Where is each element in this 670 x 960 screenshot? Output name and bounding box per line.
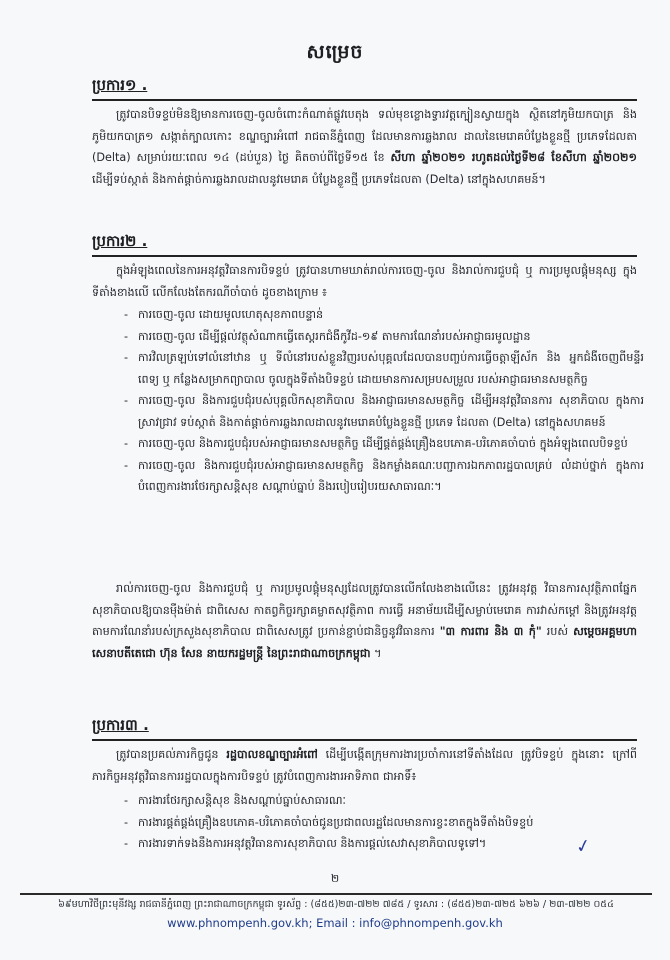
closing-measure-name: "៣ ការពារ និង ៣ កុំ" <box>439 625 542 638</box>
article-1-text-post: ដើម្បីទប់ស្កាត់ និងកាត់ផ្តាច់ការឆ្លងរាលដាលនូវមេរោគ បំប្លែងខ្លួនថ្មី ប្រភេទដែលតា (Delta) នៅក្នុងសហគមន៍។ <box>92 172 546 186</box>
handwritten-check-mark: ✓ <box>573 834 594 859</box>
article-3-intro <box>92 744 637 787</box>
article-1-date-range: សីហា ឆ្នាំ២០២១ រហូតដល់ថ្ងៃទី២៨ ខែសីហា ឆ្នាំ២០២១ <box>390 151 637 164</box>
website-link[interactable]: www.phnompenh.gov.kh <box>167 916 309 930</box>
list-item: - ការងារផ្គត់ផ្គង់គ្រឿងឧបភោគ-បរិភោគចាំបាច់ជូនប្រជាពលរដ្ឋដែលមានការខ្វះខាតក្នុងទីតាំងបិទខ្ទប់ <box>124 812 644 834</box>
closing-text-mid: របស់ <box>546 625 574 638</box>
footer-address: ៦៩មហាវិថីព្រះមុនីវង្ស រាជធានីភ្នំពេញ ព្រះរាជាណាចក្រកម្ពុជា ទូរស័ព្ទ : (៨៥៥)២៣-៧២២ ៧៨៥ / ទូរសារ : (៨៥៥)២៣-៧២៥ ៦២៦ / ២៣-៧២២ ០៥៤ <box>58 899 614 910</box>
email-link[interactable]: Email : info@phnompenh.gov.kh <box>316 916 503 930</box>
list-item: - ការចេញ-ចូល និងការជួបជុំរបស់អាជ្ញាធរមានសមត្ថកិច្ច និងកម្លាំងគណៈបញ្ជាការឯកភាពរដ្ឋបាលគ្រប់ លំដាប់ថ្នាក់ ក្នុងការបំពេញការងារថែរក្សាសន្តិសុខ សណ្តាប់ធ្នាប់ និងរបៀបរៀបរយសាធារណៈ។ <box>124 455 644 498</box>
list-item: - ការចេញ-ចូល និងការជួបជុំរបស់អាជ្ញាធរមានសមត្ថកិច្ច ដើម្បីផ្គត់ផ្គង់គ្រឿងឧបភោគ-បរិភោគចាំបាច់ ក្នុងអំឡុងពេលបិទខ្ទប់ <box>124 433 644 455</box>
article-2-closing-paragraph <box>92 578 637 664</box>
article-3-intro-post: ដើម្បីបង្កើតក្រុមការងារប្រចាំការនៅទីតាំងដែល ត្រូវបិទខ្ទប់ ក្នុងនោះ ក្រៅពីភារកិច្ចអនុវត្តវិធានការរដ្ឋបាលក្នុងការបិទខ្ទប់ ត្រូវបំពេញការងារអាទិភាព ជាអាទិ៍៖ <box>92 748 637 783</box>
section-divider <box>92 99 637 101</box>
article-1-heading-text: ប្រការ១ . <box>92 76 148 94</box>
closing-text-end: ។ <box>374 646 382 660</box>
list-item: - ការងារថែរក្សាសន្តិសុខ និងសណ្តាប់ធ្នាប់សាធារណៈ <box>124 790 644 812</box>
article-3-task-list <box>124 790 644 855</box>
article-3-authority: រដ្ឋបាលខណ្ឌច្បារអំពៅ <box>226 748 318 761</box>
list-item: - ការវិលត្រឡប់ទៅលំនៅឋាន ឬ ទីលំនៅរបស់ខ្លួនវិញរបស់បុគ្គលដែលបានបញ្ចប់ការធ្វើចត្តាឡីស័ក និង អ្នកជំងឺចេញពីមន្ទីរពេទ្យ ឬ កន្លែងសម្រាកព្យាបាល ចូលក្នុងទីតាំងបិទខ្ទប់ ដោយមានការសម្របសម្រួល របស់អាជ្ញាធរមានសមត្ថកិច្ច <box>124 347 644 390</box>
article-1-paragraph <box>92 104 637 190</box>
list-item: - ការចេញ-ចូល និងការជួបជុំរបស់បុគ្គលិកសុខាភិបាល និងអាជ្ញាធរមានសមត្ថកិច្ច ដើម្បីអនុវត្តវិធានការ សុខាភិបាល ក្នុងការស្រាវជ្រាវ ទប់ស្កាត់ និងកាត់ផ្តាច់ការឆ្លងរាលដាលនូវមេរោគបំប្លែងខ្លួនថ្មី ប្រភេទ ដែលតា (Delta) នៅក្នុងសហគមន៍ <box>124 390 644 433</box>
article-1-heading <box>92 76 147 98</box>
list-item: - ការចេញ-ចូល ដោយមូលហេតុសុខភាពបន្ទាន់ <box>124 304 644 326</box>
article-3-heading-text: ប្រការ៣ . <box>92 716 149 734</box>
list-item: - ការចេញ-ចូល ដើម្បីផ្តល់វត្ថុសំណាកធ្វើតេស្តរកជំងឺកូវីដ-១៩ តាមការណែនាំរបស់អាជ្ញាធរមូលដ្ឋាន <box>124 326 644 348</box>
article-2-exception-list <box>124 304 644 498</box>
article-1-text-pre: ត្រូវបានបិទខ្ទប់មិនឱ្យមានការចេញ-ចូលចំពោះកំណាត់ផ្លូវបេតុង ទល់មុខខ្លោងទ្វារវត្តក្បៀនស្វាយក្នុង ស្ថិតនៅភូមិយកបាត្រ និងភូមិយកបាត្រ១ សង្កាត់ក្បាលកោះ ខណ្ឌច្បារអំពៅ រាជធានីភ្នំពេញ ដែលមានការឆ្លងរាល ដាលនៃមេរោគបំប្លែងខ្លួនថ្មី ប្រភេទដែលតា (Delta) សម្រាប់រយៈពេល ១៤ (ដប់បួន) ថ្ងៃ គិតចាប់ពីថ្ងៃទី១៥ ខែ <box>92 108 637 164</box>
footer-divider <box>20 893 652 895</box>
list-item: - ការងារទាក់ទងនឹងការអនុវត្តវិធានការសុខាភិបាល និងការផ្តល់សេវាសុខាភិបាលទូទៅ។ <box>124 833 644 855</box>
closing-text-pre: រាល់ការចេញ-ចូល និងការជួបជុំ ឬ ការប្រមូលផ្តុំមនុស្សដែលត្រូវបានលើកលែងខាងលើនេះ ត្រូវអនុវត្ត វិធានការសុវត្ថិភាពផ្នែកសុខាភិបាលឱ្យបានម៉ឺងម៉ាត់ ជាពិសេស កាតព្វកិច្ចរក្សាគម្លាតសុវត្ថិភាព ការធ្វើ អនាម័យដើម្បីសម្លាប់មេរោគ ការវាស់កម្តៅ និងត្រូវអនុវត្តតាមការណែនាំរបស់ក្រសួងសុខាភិបាល ជាពិសេសត្រូវ ប្រកាន់ខ្ជាប់ជានិច្ចនូវវិធានការ <box>92 582 637 638</box>
document-title: សម្រេច <box>306 41 364 63</box>
article-3-intro-pre: ត្រូវបានប្រគល់ភារកិច្ចជូន <box>116 748 227 761</box>
article-2-heading <box>92 232 147 254</box>
article-2-heading-text: ប្រការ២ . <box>92 232 148 250</box>
footer-separator: ; <box>308 916 313 930</box>
article-2-intro: ក្នុងអំឡុងពេលនៃការអនុវត្តវិធានការបិទខ្ទប់ ត្រូវបានហាមឃាត់រាល់ការចេញ-ចូល និងរាល់ការជួបជុំ ឬ ការប្រមូលផ្តុំមនុស្ស ក្នុងទីតាំងខាងលើ លើកលែងតែករណីចាំបាច់ ដូចខាងក្រោម ៖ <box>92 264 637 299</box>
footer-contact <box>0 916 670 930</box>
page-number: ២ <box>330 872 340 885</box>
section-divider <box>92 255 637 257</box>
article-3-heading <box>92 716 149 738</box>
section-divider <box>92 739 637 741</box>
closing-leader-name: សម្តេចអគ្គមហាសេនាបតីតេជោ ហ៊ុន សែន នាយករដ្ឋមន្ត្រី នៃព្រះរាជាណាចក្រកម្ពុជា <box>92 625 637 660</box>
